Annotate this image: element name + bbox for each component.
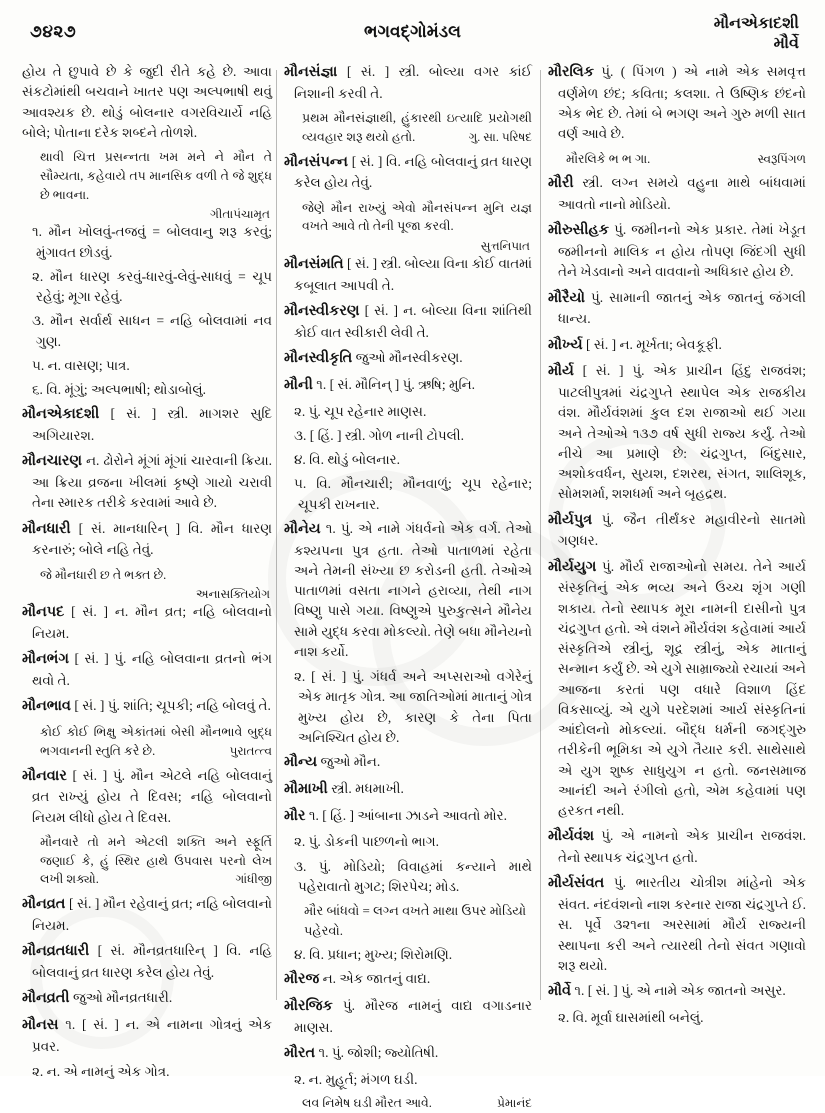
dictionary-entry [22,451,272,513]
entry-definition: પું. જમીનનો એક પ્રકાર. તેમાં ખેડૂત જમીનનો માલિક ન હોય તોપણ જિંદગી સુધી તેને ખેડવાનો અને વાવવાનો અધિકાર હોય છે. [558,222,807,280]
quotation-text: કોઈ કોઈ ભિક્ષુ એકાંતમાં બેસી મૌનભાવે બુદ્ધ ભગવાનની સ્તુતિ કરે છે. [40,725,272,758]
entry-headword: મૌર્ય [548,363,574,380]
entry-quotation [284,1094,532,1113]
numbered-sense: ૨. ન. મુહૂર્ત; મંગળ ઘડી. [294,1071,418,1087]
dictionary-entry [548,173,806,215]
numbered-sense: ૩. મૌન સર્વાર્થ સાધન = નહિ બોલવામાં નવ ગુણ. [32,313,272,349]
entry-etymology: ૧. [ હિં. ] [308,807,354,823]
running-head-first-entry: મૌનએકાદશી [713,15,799,32]
entry-definition: સ્ત્રી. બોલ્યા વિના કોઈ વાતમાં કબૂલાત આપવી તે. [294,256,532,293]
verse-quotation: થાવી ચિત્ત પ્રસન્નતા ખમ મને ને મૌન તે સૌમ્યતા, કહેવાયે તપ માનસિક વળી તે જે શુદ્ધ છે ભાવના. [40,150,272,202]
dictionary-entry [284,375,532,397]
dictionary-entry [22,941,272,983]
quotation-text: લવ નિમેષ ઘડી મૌરત આવે. [302,1096,432,1110]
entry-definition: સ્ત્રી. લગ્ન સમયે વહુના માથે બાંધવામાં આવતો નાનો મોડિયો. [558,175,806,212]
entry-definition: જુઓ મૌનવ્રતધારી. [72,990,173,1005]
entry-headword: મૌનસંમતિ [284,256,344,272]
entry-definition: ન. મૌન વ્રત; નહિ બોલવાનો નિયમ. [32,604,272,641]
dictionary-entry [548,981,806,1003]
entry-headword: મૌનભંગ [22,651,69,668]
entry-headword: મૌરત [284,1045,316,1061]
entry-definition: પું. નહિ બોલવાના વ્રતનો ભંગ થવો તે. [32,651,273,688]
entry-etymology: [ સં. ] [110,406,157,422]
dictionary-entry [548,288,806,330]
entry-headword: મૌનસ [22,1016,59,1033]
entry-headword: મૌનવ્રતધારી [22,943,90,959]
entry-definition: વિ. નહિ બોલવાનું વ્રત ધારણ કરેલ હોય તેવું. [32,943,273,980]
entry-definition: પું. મૌરજ નામનું વાદ્ય વગાડનાર માણસ. [294,998,532,1035]
entry-headword: મૌરી [548,175,574,192]
dictionary-entry [284,348,532,370]
entry-headword: મૌનએકાદશી [22,406,100,423]
entry-etymology: [ સં. ] [68,896,100,911]
entry-definition: પું. મૌન એટલે નહિ બોલવાનું વ્રત રાખ્યું હોય તે દિવસ; નહિ બોલવાનો નિયમ લીધો હોય તે દિવસ. [32,767,273,825]
numbered-sense: ૬. વિ. મૂંગું; અલ્પભાષી; થોડાબોલું. [32,382,206,397]
entry-headword: મૌર [284,807,306,824]
dictionary-entry [548,873,806,976]
dictionary-entry [548,220,806,282]
sub-entry-phrase: મૌર બાંધવો = લગ્ન વખતે માથા ઉપર મોડિયો પહેરવો. [304,903,527,938]
column-2 [284,62,533,1110]
entry-etymology: [ સં. ] [364,303,398,318]
entry-headword: મૌનપદ [22,604,65,621]
entry-headword: મૌનભાવ [22,698,71,715]
dictionary-entry [284,806,532,828]
entry-definition: ન. ઢોરોને મૂંગાં મૂંગાં ચારવાની ક્રિયા. આ ક્રિયા વ્રજના ખીલમાં કૃષ્ણે ગાયો ચરાવી તેના સ્મારક તરીકે કરવામાં આવે છે. [32,453,272,511]
page-header [0,0,825,62]
entry-definition: પું. શાંતિ; ચૂપકી; નહિ બોલવું તે. [107,698,271,714]
entry-headword: મૌર્યવંશ [548,828,595,845]
entry-etymology: [ સં. મૌનવ્રતધારિન્ ] [97,943,218,958]
entry-definition: સ્ત્રી. બોલ્યા વગર કાંઈ નિશાની કરવી તે. [294,64,532,101]
dictionary-entry [548,557,806,822]
dictionary-entry [284,152,532,194]
verse-citation: ગીતાપંચામૃત [210,207,270,222]
entry-etymology: [ સં. ] [74,651,109,667]
running-head-last-entry: મૌર્વે [773,35,799,52]
numbered-sense: ૨. ન. એ નામનું એક ગોત્ર. [32,1063,170,1079]
entry-sense-number: ૧. [ સં. ] [574,983,618,998]
entry-headword: મૌનવ્રતી [22,990,70,1006]
dictionary-entry [548,62,806,145]
entry-definition: મૌન રહેવાનું વ્રત; નહિ બોલવાનો નિયમ. [32,896,272,933]
entry-headword: મૌનેય [284,520,321,537]
dictionary-entry [548,826,806,868]
entry-etymology: [ સં. ] [582,363,624,379]
entry-definition: સ્ત્રી. માગશર સુદિ અગિયારશ. [32,406,273,443]
quotation-text: મૌરલિકે ભ ભ ગા. [566,151,651,166]
entry-quotation [284,199,532,237]
numbered-sense: ૨. પું. ડોકની પાછળનો ભાગ. [294,834,439,850]
dictionary-entry [284,519,532,662]
entry-headword: મૌન્ય [284,754,318,770]
entry-etymology: [ સં. ] [351,153,383,169]
entry-headword: મૌર્યપુત્ર [548,511,593,528]
entry-etymology: [ સં. ] [586,336,617,352]
entry-quotation [22,833,272,889]
entry-quotation [284,109,532,147]
entry-headword: મૌર્યસંવત [548,875,605,892]
entry-headword: મૌરલિક [548,64,594,80]
entry-definition: ન. મૂર્ખતા; બેવકૂફી. [619,336,722,352]
entry-definition: પું. ભારતીય ચોત્રીશ માંહેનો એક સંવત. નંદવંશનો નાશ કરનાર રાજા ચંદ્રગુપ્તે ઈ. સ. પૂર્વે ૩૨૧ના અરસામાં મૌર્ય રાજ્યની સ્થાપના કરી અને ત્યારથી તેનો સંવત ગણાવો શરૂ થયો. [558,875,806,973]
dictionary-entry [22,519,272,561]
quotation-citation: પુરાતત્ત્વ [229,743,272,758]
entry-headword: મૌનસ્વીકરણ [284,303,360,319]
entry-definition: પું. એ નામનો એક પ્રાચીન રાજવંશ. તેનો સ્થાપક ચંદ્રગુપ્ત હતો. [558,828,806,865]
dictionary-entry [284,752,532,774]
continuation-paragraph: હોય તે છુપાવે છે કે જુદી રીતે કહે છે. આવા સંકટોમાંથી બચવાને ખાતર પણ અલ્પભાષી થવું આવશ્યક છે. થોડું બોલનાર વગરવિચાર્યે નહિ બોલે; પોતાના દરેક શબ્દને તોળશે. [22,64,272,140]
entry-headword: મૌર્ખ્ય [548,336,583,353]
quotation-text: પ્રથમ મૌનસંજ્ઞાથી, હુંકારથી ઇત્યાદિ પ્રયોગથી વ્યવહાર શરૂ થયો હતો. [302,111,532,144]
page-title: ભગવદ્ગોમંડલ [364,22,461,41]
numbered-sense: ૪. વિ. પ્રધાન; મુખ્ય; શિરોમણિ. [294,947,453,962]
entry-headword: મૌમાખી [284,780,328,797]
entry-definition: જુઓ મૌન. [320,754,381,769]
entry-headword: મૌનચારણ [22,453,83,470]
dictionary-entry [284,969,532,991]
dictionary-entry [22,1015,272,1057]
dictionary-entry [284,996,532,1038]
entry-headword: મૌનવ્રત [22,896,66,912]
running-head [714,14,799,54]
numbered-sense: ૨. [ સં. ] પું. ગંધર્વ અને અપ્સરાઓ વગેરેનું એક માતૃક ગોત્ર. આ જાતિઓમાં માતાનું ગોત્ર મુખ્ય હોય છે, કારણ કે તેના પિતા અનિશ્ચિત હોય છે. [294,669,532,745]
dictionary-entry [22,696,272,718]
entry-headword: મૌર્યયુગ [548,558,597,575]
entry-definition: સ્ત્રી. મધમાખી. [331,780,404,796]
entry-etymology: [ સં. માનધારિન્ ] [78,520,181,536]
entry-headword: મૌનસંપન્ન [284,153,348,170]
entry-definition: જુઓ મૌનસ્વીકરણ. [355,350,463,365]
entry-definition: પું. એક પ્રાચીન હિંદુ રાજવંશ; પાટલીપુત્રમાં ચંદ્રગુપ્તે સ્થાપેલ એક રાજકીય વંશ. મૌર્યવંશમાં કુલ દશ રાજાઓ થઈ ગયા અને તેઓએ ૧૩૭ વર્ષ સુધી રાજ્ય કર્યું. તેઓ નીચે આ પ્રમાણે છે: ચંદ્રગુપ્ત, બિંદુસાર, અશોકવર્ધન, સુયશ, દશરથ, સંગત, શાલિશૂક, સોમશર્મા, શશધર્મા અને બૃહદ્રથ. [558,363,807,502]
entry-quotation [22,566,272,585]
entry-etymology: [ સં. ] [346,64,390,79]
entry-headword: મૌની [284,376,313,393]
entry-etymology: [ સં. ] [74,698,105,714]
dictionary-entry [284,1043,532,1065]
numbered-sense: ૫. ન. વાસણ; પાત્ર. [32,357,130,373]
numbered-sense: ૫. વિ. મૌનચારી; મૌનવાળું; ચૂપ રહેનાર; ચૂપકી રાખનાર. [294,476,532,512]
entry-headword: મૌરજિક [284,998,333,1014]
entry-headword: મૌરુસીહક [548,222,610,239]
entry-etymology: ૧. [ સં. મૌનિન્ ] [316,376,400,392]
entry-definition: પું. મૌર્ય રાજાઓનો સમય. તેને આર્ય સંસ્કૃતિનું એક ભવ્ય અને ઉચ્ચ શૃંગ ગણી શકાય. તેનો સ્થાપક મૂરા નામની દાસીનો પુત્ર ચંદ્રગુપ્ત હતો. એ વંશને મૌર્યવંશ કહેવામાં આર્ય સંસ્કૃતિએ સ્ત્રીનું, શૂદ્ર સ્ત્રીનું, એક માતાનું સન્માન કર્યું છે. એ યુગે સામ્રાજ્યો રચાયાં અને આજના કરતાં પણ વધારે વિશાળ હિંદ વિકસાવ્યું. એ યુગે પરદેશમાં આર્ય સંસ્કૃતિનાં આંદોલનો મોકલ્યાં. બૌદ્ધ ધર્મની જગદ્ગુરુ તરીકેની ભૂમિકા એ યુગે તૈયાર કરી. સાથેસાથે એ યુગ શુષ્ક સાધુયુગ ન હતો. જનસમાજ આનંદી અને રંગીલો હતો, એમ કહેવામાં પણ હરકત નથી. [558,558,807,818]
numbered-sense: ૨. વિ. મૂર્વા ઘાસમાંથી બનેલું. [558,1009,704,1025]
quotation-text: જેણે મૌન રાખ્યું એવો મૌનસંપન્ન મુનિ યજ્ઞ વખતે આવે તો તેની પૂજા કરવી. [302,200,532,234]
page-number: ૭૪૨૭ [30,22,77,41]
dictionary-entry [548,335,806,357]
quotation-citation: અનાસક્તિયોગ [195,587,270,602]
quotation-citation: પ્રેમાનંદ [497,1096,532,1110]
quotation-citation: સુત્તનિપાત [480,239,530,253]
numbered-sense: ૩. [ હિં. ] સ્ત્રી. ગોળ નાની ટોપલી. [294,427,465,443]
dictionary-entry [548,510,806,552]
numbered-sense: ૨. મૌન ધારણ કરવું-ધારવું-લેવું-સાધવું = ચૂપ રહેવું; મૂગા રહેવું. [32,268,272,304]
entry-definition: વિ. મૌન ધારણ કરનારું; બોલે નહિ તેવું. [32,520,272,558]
entry-etymology: [ સં. ] [72,767,108,783]
entry-definition: ન. બોલ્યા વિના શાંતિથી કોઈ વાત સ્વીકારી લેવી તે. [294,303,533,340]
dictionary-entry [548,361,806,504]
dictionary-entry [284,62,532,104]
entry-headword: મૌનસંજ્ઞા [284,64,338,80]
dictionary-entry [22,602,272,644]
entry-definition: પું. ઋષિ; મુનિ. [402,376,475,392]
entry-quotation [22,723,272,761]
entry-headword: મૌર્વે [548,983,571,999]
entry-sense-number: ૧. [318,1045,329,1060]
numbered-sense: ૩. પું. મોડિયો; વિવાહમાં કન્યાને માથે પહેરાવાતો મુગટ; શિરપેચ; મોડ. [294,858,532,894]
numbered-sense: ૪. વિ. થોડું બોલનાર. [294,452,400,467]
entry-definition: આંબાના ઝાડને આવતો મોર. [357,807,507,823]
numbered-sense: ૧. મૌન ખોલવું-તજવું = બોલવાનુ શરૂ કરવું; મુંગાવત છોડવું. [32,224,272,260]
entry-definition: પું. ( પિંગળ ) એ નામે એક સમવૃત્ત વર્ણમેળ છંદ; કવિતા; કલશા. તે ઉષ્ણિક છંદનો એક ભેદ છે. તેમાં બે ભગણ અને ગુરુ મળી સાત વર્ણ આવે છે. [558,64,806,142]
dictionary-entry [22,649,272,691]
entry-definition: પું. જોશી; જ્યોતિષી. [331,1045,439,1060]
dictionary-entry [22,894,272,936]
entry-etymology: [ સં. ] [347,256,378,271]
dictionary-entry [22,988,272,1010]
entry-definition: ન. એક જાતનું વાદ્ય. [322,971,431,987]
dictionary-entry [22,404,272,446]
entry-quotation [548,150,806,169]
entry-headword: મૌરજ [284,971,320,988]
dictionary-entry [284,301,532,343]
column-1 [22,62,273,1079]
entry-headword: મૌરૈયો [548,289,585,306]
entry-definition: પું. જૈન તીર્થંકર મહાવીરનો સાતમો ગણધર. [558,511,806,549]
entry-sense-number: ૧. [325,520,336,536]
quotation-citation: સ્વરૂપિંગળ [757,151,806,166]
entry-definition: પું. સામાની જાતનું એક જાતનું જંગલી ધાન્ય. [558,289,807,327]
dictionary-entry [284,779,532,801]
entry-headword: મૌનસ્વીકૃતિ [284,350,353,366]
page-columns [0,62,825,1110]
dictionary-entry [284,254,532,296]
entry-definition: વિ. નહિ બોલવાનું વ્રત ધારણ કરેલ હોય તેવું. [294,153,533,191]
column-3 [548,62,806,1076]
quotation-text: જે મૌનધારી છ તે ભક્ત છે. [40,567,167,582]
entry-definition: પું. એ નામે એક જાતનો અસુર. [621,983,786,998]
quotation-text: મૌનવારે તો મને એટલી શક્તિ અને સ્ફૂર્તિ જણાઈ કે, હું સ્થિર હાથે ઉપવાસ પરનો લેખ લખી શક્યો. [40,834,272,887]
entry-headword: મૌનધારી [22,520,71,537]
quotation-citation: ગુ. સા. પરિષદ [468,129,532,144]
entry-definition: પું. એ નામે ગંધર્વનો એક વર્ગ. તેઓ કશ્યપના પુત્ર હતા. તેઓ પાતાળમાં રહેતા અને તેમની સંખ્યા છ કરોડની હતી. તેઓએ પાતાળમાં વસતા નાગને હરાવ્યા, તેથી નાગ વિષ્ણુ પાસે ગયા. વિષ્ણુએ પુરુકુત્સને મૌનેય સામે યુદ્ધ કરવા મોકલ્યો. તેણે બધા મૌનેયનો નાશ કર્યો. [294,520,533,659]
entry-headword: મૌનવાર [22,767,67,784]
numbered-sense: ૨. પું. ચૂપ રહેનાર માણસ. [294,403,427,419]
entry-etymology: [ સં. ] [71,604,109,620]
entry-etymology: ૧. [ સં. ] [65,1016,119,1032]
quotation-citation: ગાંધીજી [235,872,272,887]
entry-definition: ન. એ નામના ગોત્રનું એક પ્રવર. [32,1016,272,1054]
dictionary-entry [22,766,272,828]
